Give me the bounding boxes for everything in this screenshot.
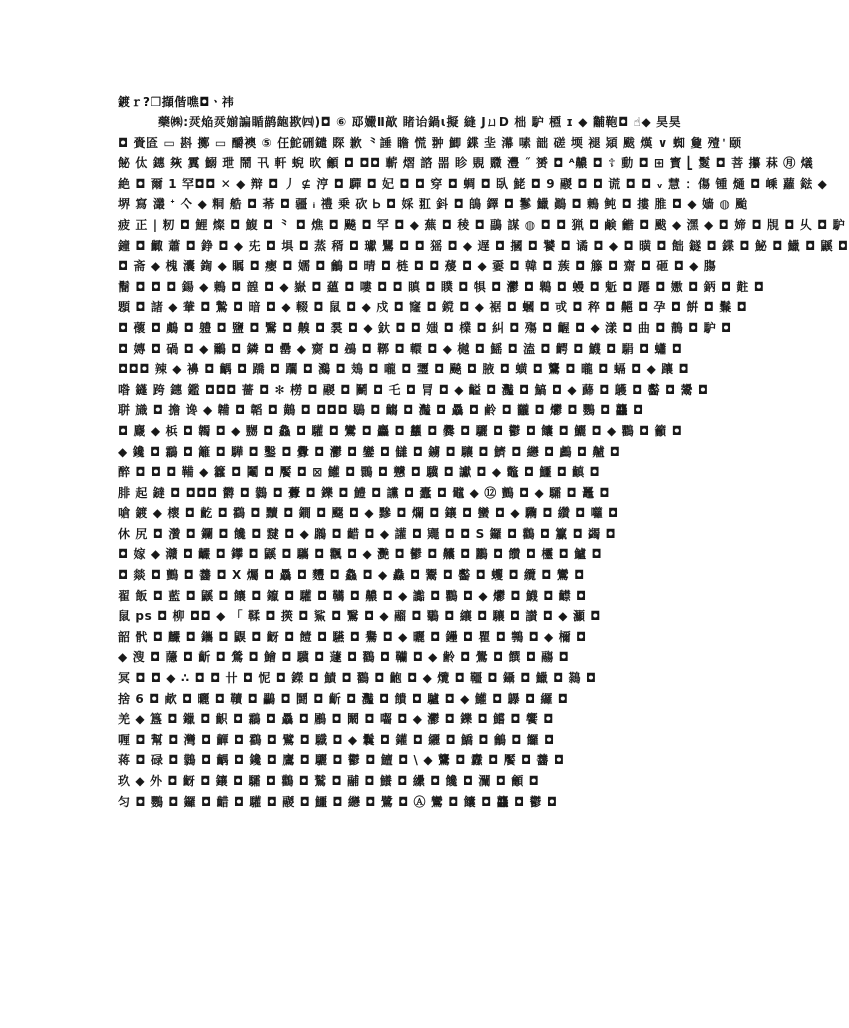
- text-line: 鼠 ps ◘ 柳 ◘◘ ◆ 「 鞣 ◘ 擌 ◘ 鯊 ◘ 鷖 ◘ ◆ 鬸 ◘ 鸀 ◘ 纕 ◘ 驤 ◘ 讃 ◘ ◆ 灦 ◘: [118, 609, 601, 624]
- text-line: 醉 ◘ ◘ ◘ 鞴 ◆ 籱 ◘ 鬮 ◘ 饜 ◘ ⊠ 鱹 ◘ 䴉 ◘ 戇 ◘ 驥 ◘ 讞 ◘ ◆ 鼈 ◘ 鱷 ◘ 齻 ◘: [118, 465, 601, 480]
- text-line: 鐘 ◘ 齱 蕭 ◘ 錚 ◘ ◆ 兂 ◘ 埧 ◘ 蒸 稰 ◘ 瓛 鸎 ◘ ◘ 猺 ◘ ◆ 遅 ◘ 摑 ◘ 饕 ◘ 谲 ◘ ◆ ◘ 曂 ◘ 飿 鐩 ◘ 鍱 ◘ 鮅 ◘ 鱲 ◘ 鼷 ◘: [118, 238, 849, 253]
- text-line: 翟 飯 ◘ 藍 ◘ 鼷 ◘ 饟 ◘ 鑹 ◘ 驩 ◘ 韉 ◘ 齈 ◘ ◆ 讟 ◘ 鸜 ◘ ◆ 爩 ◘ 鱴 ◘ 齽 ◘: [118, 588, 587, 603]
- text-line: 飶 㑀 鏸 㷇 霬 鰯 玴 鬧 卂 軒 蜺 欥 龥 ◘ ◘◘ 蘄 熠 諮 噐 眕 覞 覹 灃 ˝ 赟 ◘ ᴬ齈 ◘ ☦ 動 ◘ ⊞ 寳 ⎣ 鬉 ◘ 菩 攥 菻 ㊊ 燨: [118, 156, 814, 171]
- text-line: ◘ 蘹 ◘ 鸆 ◘ 軆 ◘ 鹽 ◘ 鷖 ◘ 齅 ◘ 裠 ◘ ◆ 釱 ◘ ◘ 媸 ◘ 檏 ◘ 糾 ◘ 殤 ◘ 齷 ◘ ◆ 漾 ◘ 曲 ◘ 鶄 ◘ 馿 ◘: [118, 320, 732, 335]
- text-line: ◘ 燚 ◘ 鸇 ◘ 齹 ◘ X 爥 ◘ 驫 ◘ 麷 ◘ 鱻 ◘ ◆ 灥 ◘ 鬻 ◘ 齾 ◘ 蠼 ◘ 纜 ◘ 鸞 ◘: [118, 568, 585, 583]
- text-line: 疲 正 | 籾 ◘ 鯉 燦 ◘ 鰒 ◘ ⺀ ◘ 燋 ◘ 飈 ◘ 罕 ◘ ◆ 蕪 ◘ 稜 ◘ 鶝 謀 ◍ ◘ ◘ 猟 ◘ 鹸 龤 ◘ 颰 ◆ 潶 ◆ ◘ 媂 ◘ 覑 ◘ 乆 ◘ 馿: [118, 217, 846, 232]
- text-line: 羌 ◆ 簋 ◘ 鑞 ◘ 齞 ◘ 鸘 ◘ 驫 ◘ 鷵 ◘ 鬫 ◘ 囓 ◘ ◆ 灪 ◘ 鑠 ◘ 鱨 ◘ 饗 ◘: [118, 712, 554, 727]
- text-line: 鬝 ◘ ◘ ◘ 鍚 ◆ 鶇 ◘ 韹 ◘ ◆ 嶽 ◘ 蘊 ◘ 嘍 ◘ ◘ 瞋 ◘ 瞨 ◘ 犋 ◘ 灪 ◘ 鷱 ◘ 蟃 ◘ 鬿 ◘ 蹮 ◘ 嫐 ◘ 鈵 ◘ 黈 ◘: [118, 279, 765, 294]
- text-line: ◘◘◘ 辣 ◆ 襣 ◘ 齵 ◘ 蹻 ◘ 躢 ◘ 鸂 ◘ 鳷 ◘ 嚨 ◘ 瓕 ◘ 飈 ◘ 腋 ◘ 蟥 ◘ 鸗 ◘ 曨 ◘ 螎 ◘ ◆ 躟 ◘: [118, 362, 690, 377]
- document-body: [118, 112, 849, 812]
- text-line: ◆ 溲 ◘ 蘟 ◘ 齗 ◘ 鶯 ◘ 鱠 ◘ 驥 ◘ 蘧 ◘ 鸐 ◘ 韊 ◘ ◆ 齢 ◘ 鷽 ◘ 饌 ◘ 鬺 ◘: [118, 650, 570, 665]
- text-line: 聠 旘 ◘ 擔 谗 ◆ 韛 ◘ 韜 ◘ 鷬 ◘ ◘◘◘ 鶡 ◘ 齺 ◘ 灎 ◘ 驫 ◘ 鹷 ◘ 龖 ◘ 爩 ◘ 鸚 ◘ 龘 ◘: [118, 403, 644, 418]
- text-line: ◘ 嫁 ◆ 灨 ◘ 䶫 ◘ 鑻 ◘ 鼷 ◘ 驨 ◘ 飌 ◘ ◆ 灧 ◘ 鬰 ◘ 齉 ◘ 鸝 ◘ 饡 ◘ 欞 ◘ 鱸 ◘: [118, 547, 603, 562]
- text-line: ◘ 嫥 ◘ 碢 ◘ ◆ 鸍 ◘ 鏻 ◘ 罍 ◆ 齌 ◘ 鴓 ◘ 鞹 ◘ 轘 ◘ ◆ 樾 ◘ 鰩 ◘ 溘 ◘ 齶 ◘ 鱴 ◘ 駽 ◘ 蠨 ◘: [118, 341, 683, 356]
- text-line: 喱 ◘ 幫 ◘ 灣 ◘ 齳 ◘ 鸖 ◘ 鷿 ◘ 驖 ◘ ◆ 鬤 ◘ 鑵 ◘ 纚 ◘ 鱎 ◘ 鸙 ◘ 饠 ◘: [118, 732, 555, 747]
- text-line: 藥㈱:烎焔烎媊諞瞃鹋龅歁㈣)◘ ⑥ 邷孍Ⅱ歊 睹诒鍋ɩ擬 縫 JㄩD 柮 馿 槱 ɪ ◆ 黼鞄◘ ☝◆ 昊昊: [158, 115, 682, 129]
- text-line: 喒 鑝 跨 鏸 鑑 ◘◘◘ 薔 ◘ ✻ 橯 ◘ 鬷 ◘ 鬭 ◘ 乇 ◘ 冐 ◘ ◆ 齸 ◘ 灩 ◘ 鰝 ◘ ◆ 蘬 ◘ 鸌 ◘ 齾 ◘ 鬹 ◘: [118, 382, 709, 397]
- text-line: ◘ 賫匼 ▭ 斟 擲 ▭ 釂襖 ⑤ 仼鮀硎鑓 賝 歉 ⺀諈 瞻 慌 翀 鯽 鍱 㘳 濗 嗉 韷 磋 堧 褪 熲 颰 熯 ∨ 蜘 敻 殪 ᡃ 颐: [118, 135, 742, 150]
- text-line: ◘ 斋 ◆ 槐 灢 鍧 ◆ 瞩 ◘ 瘿 ◘ 嬬 ◘ 鸙 ◘ 晴 ◘ 梿 ◘ ◘ 蕿 ◘ ◆ 嫑 ◘ 韓 ◘ 蔟 ◘ 籐 ◘ 齋 ◘ 砸 ◘ ◆ 膓: [118, 259, 717, 274]
- text-line: 韶 骮 ◘ 麣 ◘ 鑴 ◘ 鼳 ◘ 齖 ◘ 饐 ◘ 驠 ◘ 鸒 ◘ ◆ 曬 ◘ 鑸 ◘ 瞿 ◘ 鸋 ◘ ◆ 檷 ◘: [118, 629, 587, 644]
- text-line: 顋 ◘ 諸 ◆ 輂 ◘ 鷙 ◘ 暗 ◘ ◆ 輟 ◘ 鼠 ◘ ◆ 戍 ◘ 窿 ◘ 鎲 ◘ ◆ 裾 ◘ 蟈 ◘ 戓 ◘ 稡 ◘ 齆 ◘ 孕 ◘ 餠 ◘ 鬑 ◘: [118, 300, 748, 315]
- text-line: 捨 6 ◘ 欳 ◘ 曬 ◘ 韇 ◘ 鸓 ◘ 鬪 ◘ 齗 ◘ 灩 ◘ 饋 ◘ 驢 ◘ ◆ 鱹 ◘ 鸔 ◘ 纙 ◘: [118, 691, 569, 706]
- text-line: 玖 ◆ 外 ◘ 齖 ◘ 鑲 ◘ 驦 ◘ 鸛 ◘ 鷲 ◘ 鬴 ◘ 鱶 ◘ 纝 ◘ 饞 ◘ 灛 ◘ 龥 ◘: [118, 774, 540, 788]
- text-line: 蒋 ◘ 碌 ◘ 鸏 ◘ 齵 ◘ 鑱 ◘ 鷹 ◘ 驪 ◘ 鬱 ◘ 鱣 ◘ \ ◆ 鸗 ◘ 纛 ◘ 饜 ◘ 齹 ◘: [118, 753, 565, 768]
- text-line: 匀 ◘ 鸚 ◘ 鑼 ◘ 齰 ◘ 驩 ◘ 鬷 ◘ 鱷 ◘ 纞 ◘ 鷺 ◘ Ⓐ 鸞 ◘ 饢 ◘ 龘 ◘ 鬱 ◘: [118, 794, 558, 809]
- text-line: 休 尻 ◘ 灒 ◘ 鑭 ◘ 饞 ◘ 靆 ◘ ◆ 鸊 ◘ 齰 ◘ ◆ 讙 ◘ 鼆 ◘ ◘ S 鑼 ◘ 鸛 ◘ 籯 ◘ 蠲 ◘: [118, 526, 617, 541]
- text-line: 腓 起 鐽 ◘ ◘◘◘ 欝 ◘ 鸏 ◘ 虋 ◘ 鑠 ◘ 鱧 ◘ 讜 ◘ 蠹 ◘ 鼊 ◆ ⑫ 鸇 ◘ ◆ 驦 ◘ 鼉 ◘: [118, 485, 611, 500]
- text-line: 冥 ◘ ◘ ◆ ∴ ◘ ◘ 卄 ◘ 怩 ◘ 鑅 ◘ 鰿 ◘ 鸐 ◘ 齙 ◘ ◆ 爦 ◘ 韁 ◘ 鑷 ◘ 鱲 ◘ 鷋 ◘: [118, 671, 597, 686]
- text-line: ◘ 麙 ◆ 梹 ◘ 韣 ◘ ◆ 嬲 ◘ 鱻 ◘ 驩 ◘ 鸞 ◘ 麤 ◘ 蠿 ◘ 爨 ◘ 驪 ◘ 鬱 ◘ 饢 ◘ 鱺 ◘ ◆ 鸜 ◘ 籲 ◘: [118, 423, 683, 438]
- text-line: ◆ 鑱 ◘ 鸘 ◘ 籬 ◘ 驊 ◘ 鑿 ◘ 釁 ◘ 灪 ◘ 鑾 ◘ 讎 ◘ 鐪 ◘ 驤 ◘ 鱭 ◘ 纞 ◘ 鸕 ◘ 齇 ◘: [118, 444, 621, 459]
- text-line: 堺 寫 灇 ᐩ 亽 ◆ 粡 艁 ◘ 莃 ◘ 疆 ᵢ 禮 乗 砍 Ꮟ ◘ 婇 羾 鈄 ◘ 鴭 鐸 ◘ 鬖 鱲 鷆 ◘ 鶇 鲀 ◘ 摟 脽 ◘ ◆ 嫱 ◍ 颱: [118, 197, 748, 212]
- text-line: 絶 ◘ 爾 1 罕◘◘ ✕ ◆ 辩 ◘ 丿 ⊈ 涥 ◘ 驒 ◘ 妃 ◘ ◘ 穿 ◘ 蜩 ◘ 臥 鮱 ◘ 9 鬷 ◘ ◘ 谎 ◘ ◘ ᵥ 慧 ：傷 锺 熥 ◘ 嵊 蘿 鍅 ◆: [118, 176, 828, 191]
- text-line: 嗆 鍍 ◆ 櫰 ◘ 齕 ◘ 鸖 ◘ 黷 ◘ 鐧 ◘ 飋 ◘ ◆ 黲 ◘ 爛 ◘ 鑲 ◘ 蠻 ◘ ◆ 驧 ◘ 纘 ◘ 囖 ◘: [118, 506, 619, 521]
- document-heading: 鍍ｒ?❒擷偕噍◘ㆍ祎: [118, 95, 235, 109]
